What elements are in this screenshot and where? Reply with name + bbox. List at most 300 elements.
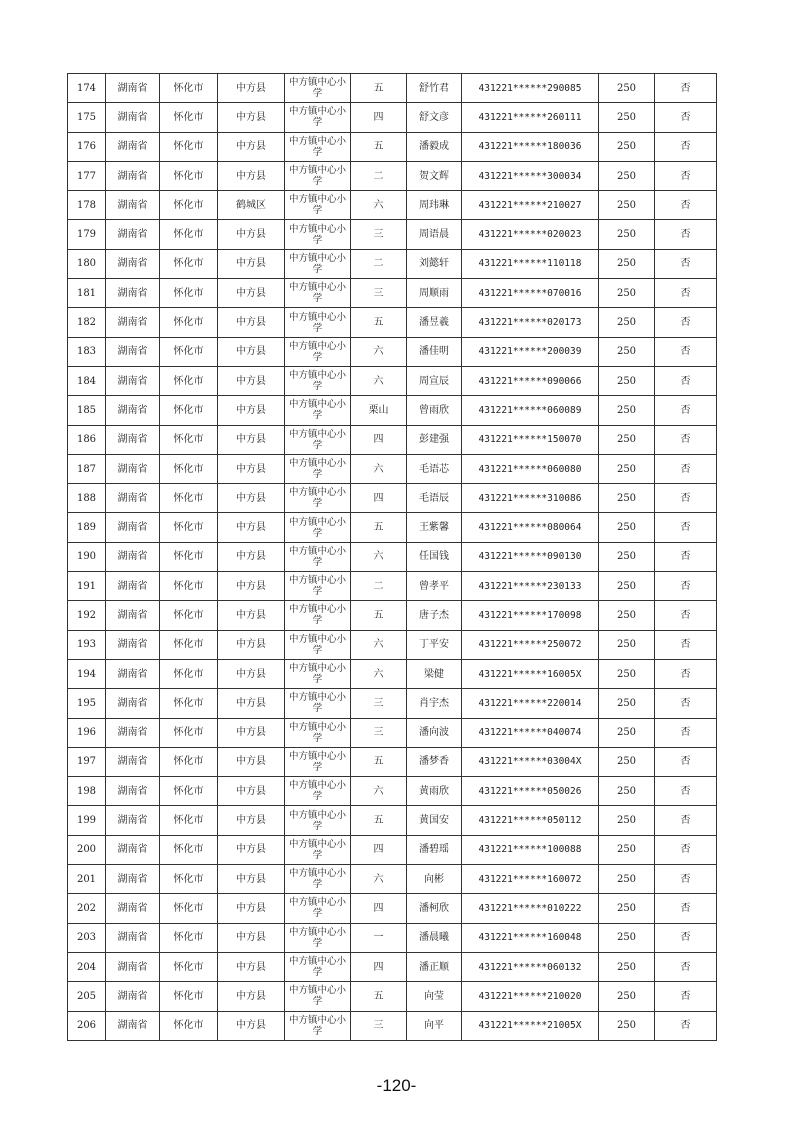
- province-cell: 湖南省: [106, 366, 160, 395]
- flag-cell: 否: [655, 718, 717, 747]
- school-cell: 中方镇中心小学: [285, 249, 351, 278]
- city-cell: 怀化市: [160, 396, 218, 425]
- row-index: 189: [68, 513, 106, 542]
- row-index: 199: [68, 806, 106, 835]
- id-number-cell: 431221******090066: [462, 366, 599, 395]
- row-index: 177: [68, 161, 106, 190]
- amount-cell: 250: [599, 718, 655, 747]
- amount-cell: 250: [599, 747, 655, 776]
- flag-cell: 否: [655, 484, 717, 513]
- city-cell: 怀化市: [160, 161, 218, 190]
- amount-cell: 250: [599, 220, 655, 249]
- row-index: 192: [68, 601, 106, 630]
- county-cell: 中方县: [218, 513, 285, 542]
- roster-table: [67, 73, 717, 1041]
- city-cell: 怀化市: [160, 982, 218, 1011]
- province-cell: 湖南省: [106, 923, 160, 952]
- table-row: [68, 308, 717, 337]
- row-index: 182: [68, 308, 106, 337]
- school-cell: 中方镇中心小学: [285, 337, 351, 366]
- row-index: 188: [68, 484, 106, 513]
- row-index: 178: [68, 191, 106, 220]
- amount-cell: 250: [599, 132, 655, 161]
- city-cell: 怀化市: [160, 132, 218, 161]
- id-number-cell: 431221******020173: [462, 308, 599, 337]
- school-cell: 中方镇中心小学: [285, 806, 351, 835]
- student-name-cell: 周顺雨: [407, 279, 462, 308]
- row-index: 180: [68, 249, 106, 278]
- amount-cell: 250: [599, 777, 655, 806]
- flag-cell: 否: [655, 396, 717, 425]
- school-cell: 中方镇中心小学: [285, 161, 351, 190]
- city-cell: 怀化市: [160, 1011, 218, 1040]
- id-number-cell: 431221******300034: [462, 161, 599, 190]
- id-number-cell: 431221******210020: [462, 982, 599, 1011]
- flag-cell: 否: [655, 777, 717, 806]
- county-cell: 中方县: [218, 103, 285, 132]
- student-name-cell: 曾孝平: [407, 572, 462, 601]
- county-cell: 中方县: [218, 923, 285, 952]
- row-index: 181: [68, 279, 106, 308]
- amount-cell: 250: [599, 513, 655, 542]
- row-index: 193: [68, 630, 106, 659]
- province-cell: 湖南省: [106, 952, 160, 981]
- grade-cell: 四: [351, 425, 407, 454]
- city-cell: 怀化市: [160, 279, 218, 308]
- grade-cell: 五: [351, 513, 407, 542]
- table-row: [68, 982, 717, 1011]
- county-cell: 中方县: [218, 132, 285, 161]
- student-name-cell: 向彬: [407, 865, 462, 894]
- province-cell: 湖南省: [106, 601, 160, 630]
- id-number-cell: 431221******050026: [462, 777, 599, 806]
- table-row: [68, 689, 717, 718]
- grade-cell: 六: [351, 777, 407, 806]
- city-cell: 怀化市: [160, 74, 218, 103]
- amount-cell: 250: [599, 308, 655, 337]
- city-cell: 怀化市: [160, 191, 218, 220]
- student-name-cell: 丁平安: [407, 630, 462, 659]
- id-number-cell: 431221******21005X: [462, 1011, 599, 1040]
- grade-cell: 五: [351, 601, 407, 630]
- amount-cell: 250: [599, 337, 655, 366]
- student-name-cell: 黄雨欣: [407, 777, 462, 806]
- flag-cell: 否: [655, 659, 717, 688]
- city-cell: 怀化市: [160, 308, 218, 337]
- student-name-cell: 潘梦香: [407, 747, 462, 776]
- school-cell: 中方镇中心小学: [285, 747, 351, 776]
- school-cell: 中方镇中心小学: [285, 659, 351, 688]
- grade-cell: 四: [351, 484, 407, 513]
- grade-cell: 五: [351, 982, 407, 1011]
- city-cell: 怀化市: [160, 425, 218, 454]
- province-cell: 湖南省: [106, 806, 160, 835]
- amount-cell: 250: [599, 366, 655, 395]
- roster-body: [68, 74, 717, 1041]
- id-number-cell: 431221******010222: [462, 894, 599, 923]
- flag-cell: 否: [655, 454, 717, 483]
- province-cell: 湖南省: [106, 630, 160, 659]
- row-index: 200: [68, 835, 106, 864]
- province-cell: 湖南省: [106, 425, 160, 454]
- student-name-cell: 潘晨曦: [407, 923, 462, 952]
- amount-cell: 250: [599, 74, 655, 103]
- flag-cell: 否: [655, 132, 717, 161]
- province-cell: 湖南省: [106, 542, 160, 571]
- province-cell: 湖南省: [106, 132, 160, 161]
- table-row: [68, 337, 717, 366]
- student-name-cell: 贺文辉: [407, 161, 462, 190]
- student-name-cell: 毛语芯: [407, 454, 462, 483]
- province-cell: 湖南省: [106, 659, 160, 688]
- province-cell: 湖南省: [106, 74, 160, 103]
- province-cell: 湖南省: [106, 835, 160, 864]
- flag-cell: 否: [655, 161, 717, 190]
- flag-cell: 否: [655, 191, 717, 220]
- amount-cell: 250: [599, 161, 655, 190]
- province-cell: 湖南省: [106, 220, 160, 249]
- county-cell: 中方县: [218, 220, 285, 249]
- page-number: -120-: [376, 1076, 417, 1095]
- school-cell: 中方镇中心小学: [285, 103, 351, 132]
- grade-cell: 二: [351, 249, 407, 278]
- table-row: [68, 952, 717, 981]
- county-cell: 中方县: [218, 337, 285, 366]
- city-cell: 怀化市: [160, 923, 218, 952]
- student-name-cell: 唐子杰: [407, 601, 462, 630]
- flag-cell: 否: [655, 74, 717, 103]
- table-row: [68, 923, 717, 952]
- row-index: 186: [68, 425, 106, 454]
- province-cell: 湖南省: [106, 718, 160, 747]
- id-number-cell: 431221******260111: [462, 103, 599, 132]
- row-index: 195: [68, 689, 106, 718]
- amount-cell: 250: [599, 542, 655, 571]
- grade-cell: 三: [351, 279, 407, 308]
- student-name-cell: 肖宇杰: [407, 689, 462, 718]
- county-cell: 中方县: [218, 425, 285, 454]
- table-row: [68, 777, 717, 806]
- grade-cell: 五: [351, 747, 407, 776]
- city-cell: 怀化市: [160, 601, 218, 630]
- school-cell: 中方镇中心小学: [285, 279, 351, 308]
- id-number-cell: 431221******220014: [462, 689, 599, 718]
- flag-cell: 否: [655, 1011, 717, 1040]
- county-cell: 中方县: [218, 689, 285, 718]
- county-cell: 中方县: [218, 630, 285, 659]
- amount-cell: 250: [599, 923, 655, 952]
- flag-cell: 否: [655, 923, 717, 952]
- school-cell: 中方镇中心小学: [285, 601, 351, 630]
- city-cell: 怀化市: [160, 630, 218, 659]
- county-cell: 中方县: [218, 601, 285, 630]
- amount-cell: 250: [599, 484, 655, 513]
- grade-cell: 五: [351, 308, 407, 337]
- row-index: 197: [68, 747, 106, 776]
- school-cell: 中方镇中心小学: [285, 982, 351, 1011]
- province-cell: 湖南省: [106, 191, 160, 220]
- flag-cell: 否: [655, 982, 717, 1011]
- grade-cell: 六: [351, 865, 407, 894]
- table-row: [68, 249, 717, 278]
- table-row: [68, 396, 717, 425]
- id-number-cell: 431221******050112: [462, 806, 599, 835]
- amount-cell: 250: [599, 1011, 655, 1040]
- student-name-cell: 刘懿轩: [407, 249, 462, 278]
- flag-cell: 否: [655, 689, 717, 718]
- county-cell: 中方县: [218, 835, 285, 864]
- id-number-cell: 431221******230133: [462, 572, 599, 601]
- row-index: 191: [68, 572, 106, 601]
- id-number-cell: 431221******290085: [462, 74, 599, 103]
- row-index: 204: [68, 952, 106, 981]
- flag-cell: 否: [655, 279, 717, 308]
- amount-cell: 250: [599, 396, 655, 425]
- id-number-cell: 431221******060080: [462, 454, 599, 483]
- student-name-cell: 潘柯欣: [407, 894, 462, 923]
- school-cell: 中方镇中心小学: [285, 191, 351, 220]
- table-row: [68, 74, 717, 103]
- id-number-cell: 431221******060089: [462, 396, 599, 425]
- student-name-cell: 潘昱羲: [407, 308, 462, 337]
- province-cell: 湖南省: [106, 513, 160, 542]
- table-row: [68, 865, 717, 894]
- student-name-cell: 潘正顺: [407, 952, 462, 981]
- school-cell: 中方镇中心小学: [285, 894, 351, 923]
- table-row: [68, 572, 717, 601]
- grade-cell: 三: [351, 718, 407, 747]
- amount-cell: 250: [599, 835, 655, 864]
- school-cell: 中方镇中心小学: [285, 865, 351, 894]
- table-row: [68, 191, 717, 220]
- id-number-cell: 431221******060132: [462, 952, 599, 981]
- county-cell: 中方县: [218, 542, 285, 571]
- amount-cell: 250: [599, 249, 655, 278]
- city-cell: 怀化市: [160, 572, 218, 601]
- id-number-cell: 431221******040074: [462, 718, 599, 747]
- student-name-cell: 潘碧瑶: [407, 835, 462, 864]
- school-cell: 中方镇中心小学: [285, 542, 351, 571]
- school-cell: 中方镇中心小学: [285, 689, 351, 718]
- county-cell: 中方县: [218, 572, 285, 601]
- city-cell: 怀化市: [160, 835, 218, 864]
- flag-cell: 否: [655, 542, 717, 571]
- city-cell: 怀化市: [160, 366, 218, 395]
- county-cell: 中方县: [218, 747, 285, 776]
- amount-cell: 250: [599, 191, 655, 220]
- row-index: 201: [68, 865, 106, 894]
- id-number-cell: 431221******310086: [462, 484, 599, 513]
- amount-cell: 250: [599, 630, 655, 659]
- id-number-cell: 431221******200039: [462, 337, 599, 366]
- row-index: 198: [68, 777, 106, 806]
- flag-cell: 否: [655, 425, 717, 454]
- school-cell: 中方镇中心小学: [285, 1011, 351, 1040]
- province-cell: 湖南省: [106, 161, 160, 190]
- id-number-cell: 431221******160048: [462, 923, 599, 952]
- city-cell: 怀化市: [160, 894, 218, 923]
- city-cell: 怀化市: [160, 220, 218, 249]
- id-number-cell: 431221******090130: [462, 542, 599, 571]
- flag-cell: 否: [655, 220, 717, 249]
- row-index: 175: [68, 103, 106, 132]
- id-number-cell: 431221******180036: [462, 132, 599, 161]
- city-cell: 怀化市: [160, 484, 218, 513]
- amount-cell: 250: [599, 601, 655, 630]
- school-cell: 中方镇中心小学: [285, 220, 351, 249]
- province-cell: 湖南省: [106, 484, 160, 513]
- grade-cell: 三: [351, 220, 407, 249]
- school-cell: 中方镇中心小学: [285, 777, 351, 806]
- flag-cell: 否: [655, 337, 717, 366]
- id-number-cell: 431221******170098: [462, 601, 599, 630]
- flag-cell: 否: [655, 952, 717, 981]
- province-cell: 湖南省: [106, 454, 160, 483]
- student-name-cell: 向平: [407, 1011, 462, 1040]
- school-cell: 中方镇中心小学: [285, 923, 351, 952]
- city-cell: 怀化市: [160, 513, 218, 542]
- table-row: [68, 542, 717, 571]
- id-number-cell: 431221******160072: [462, 865, 599, 894]
- county-cell: 中方县: [218, 659, 285, 688]
- county-cell: 中方县: [218, 279, 285, 308]
- table-row: [68, 220, 717, 249]
- id-number-cell: 431221******080064: [462, 513, 599, 542]
- grade-cell: 二: [351, 572, 407, 601]
- flag-cell: 否: [655, 747, 717, 776]
- county-cell: 中方县: [218, 806, 285, 835]
- row-index: 190: [68, 542, 106, 571]
- grade-cell: 四: [351, 835, 407, 864]
- city-cell: 怀化市: [160, 689, 218, 718]
- grade-cell: 六: [351, 659, 407, 688]
- table-row: [68, 659, 717, 688]
- table-row: [68, 513, 717, 542]
- table-row: [68, 806, 717, 835]
- grade-cell: 栗山: [351, 396, 407, 425]
- school-cell: 中方镇中心小学: [285, 952, 351, 981]
- amount-cell: 250: [599, 806, 655, 835]
- row-index: 202: [68, 894, 106, 923]
- grade-cell: 三: [351, 1011, 407, 1040]
- grade-cell: 三: [351, 689, 407, 718]
- county-cell: 中方县: [218, 74, 285, 103]
- amount-cell: 250: [599, 572, 655, 601]
- row-index: 185: [68, 396, 106, 425]
- row-index: 205: [68, 982, 106, 1011]
- flag-cell: 否: [655, 308, 717, 337]
- table-row: [68, 484, 717, 513]
- school-cell: 中方镇中心小学: [285, 74, 351, 103]
- province-cell: 湖南省: [106, 747, 160, 776]
- amount-cell: 250: [599, 982, 655, 1011]
- table-row: [68, 1011, 717, 1040]
- student-name-cell: 潘向波: [407, 718, 462, 747]
- city-cell: 怀化市: [160, 747, 218, 776]
- city-cell: 怀化市: [160, 659, 218, 688]
- county-cell: 中方县: [218, 777, 285, 806]
- amount-cell: 250: [599, 659, 655, 688]
- id-number-cell: 431221******110118: [462, 249, 599, 278]
- row-index: 174: [68, 74, 106, 103]
- id-number-cell: 431221******250072: [462, 630, 599, 659]
- student-name-cell: 周玮琳: [407, 191, 462, 220]
- table-row: [68, 747, 717, 776]
- table-row: [68, 425, 717, 454]
- city-cell: 怀化市: [160, 865, 218, 894]
- province-cell: 湖南省: [106, 103, 160, 132]
- row-index: 183: [68, 337, 106, 366]
- student-name-cell: 潘佳明: [407, 337, 462, 366]
- flag-cell: 否: [655, 806, 717, 835]
- amount-cell: 250: [599, 894, 655, 923]
- row-index: 203: [68, 923, 106, 952]
- flag-cell: 否: [655, 366, 717, 395]
- province-cell: 湖南省: [106, 279, 160, 308]
- province-cell: 湖南省: [106, 572, 160, 601]
- id-number-cell: 431221******020023: [462, 220, 599, 249]
- province-cell: 湖南省: [106, 894, 160, 923]
- school-cell: 中方镇中心小学: [285, 366, 351, 395]
- grade-cell: 五: [351, 132, 407, 161]
- amount-cell: 250: [599, 689, 655, 718]
- row-index: 179: [68, 220, 106, 249]
- school-cell: 中方镇中心小学: [285, 630, 351, 659]
- school-cell: 中方镇中心小学: [285, 308, 351, 337]
- student-name-cell: 周语晨: [407, 220, 462, 249]
- student-name-cell: 舒文彦: [407, 103, 462, 132]
- province-cell: 湖南省: [106, 777, 160, 806]
- id-number-cell: 431221******03004X: [462, 747, 599, 776]
- row-index: 187: [68, 454, 106, 483]
- city-cell: 怀化市: [160, 249, 218, 278]
- row-index: 184: [68, 366, 106, 395]
- county-cell: 中方县: [218, 249, 285, 278]
- grade-cell: 四: [351, 894, 407, 923]
- row-index: 196: [68, 718, 106, 747]
- county-cell: 中方县: [218, 366, 285, 395]
- row-index: 194: [68, 659, 106, 688]
- table-row: [68, 454, 717, 483]
- id-number-cell: 431221******16005X: [462, 659, 599, 688]
- table-row: [68, 161, 717, 190]
- grade-cell: 六: [351, 630, 407, 659]
- county-cell: 中方县: [218, 484, 285, 513]
- province-cell: 湖南省: [106, 396, 160, 425]
- city-cell: 怀化市: [160, 337, 218, 366]
- county-cell: 中方县: [218, 982, 285, 1011]
- province-cell: 湖南省: [106, 308, 160, 337]
- table-row: [68, 835, 717, 864]
- amount-cell: 250: [599, 425, 655, 454]
- county-cell: 中方县: [218, 1011, 285, 1040]
- city-cell: 怀化市: [160, 777, 218, 806]
- province-cell: 湖南省: [106, 689, 160, 718]
- table-row: [68, 132, 717, 161]
- county-cell: 中方县: [218, 308, 285, 337]
- grade-cell: 六: [351, 542, 407, 571]
- amount-cell: 250: [599, 865, 655, 894]
- student-name-cell: 彭建强: [407, 425, 462, 454]
- school-cell: 中方镇中心小学: [285, 132, 351, 161]
- county-cell: 中方县: [218, 454, 285, 483]
- grade-cell: 二: [351, 161, 407, 190]
- school-cell: 中方镇中心小学: [285, 572, 351, 601]
- grade-cell: 六: [351, 454, 407, 483]
- school-cell: 中方镇中心小学: [285, 835, 351, 864]
- grade-cell: 四: [351, 952, 407, 981]
- student-name-cell: 王紫馨: [407, 513, 462, 542]
